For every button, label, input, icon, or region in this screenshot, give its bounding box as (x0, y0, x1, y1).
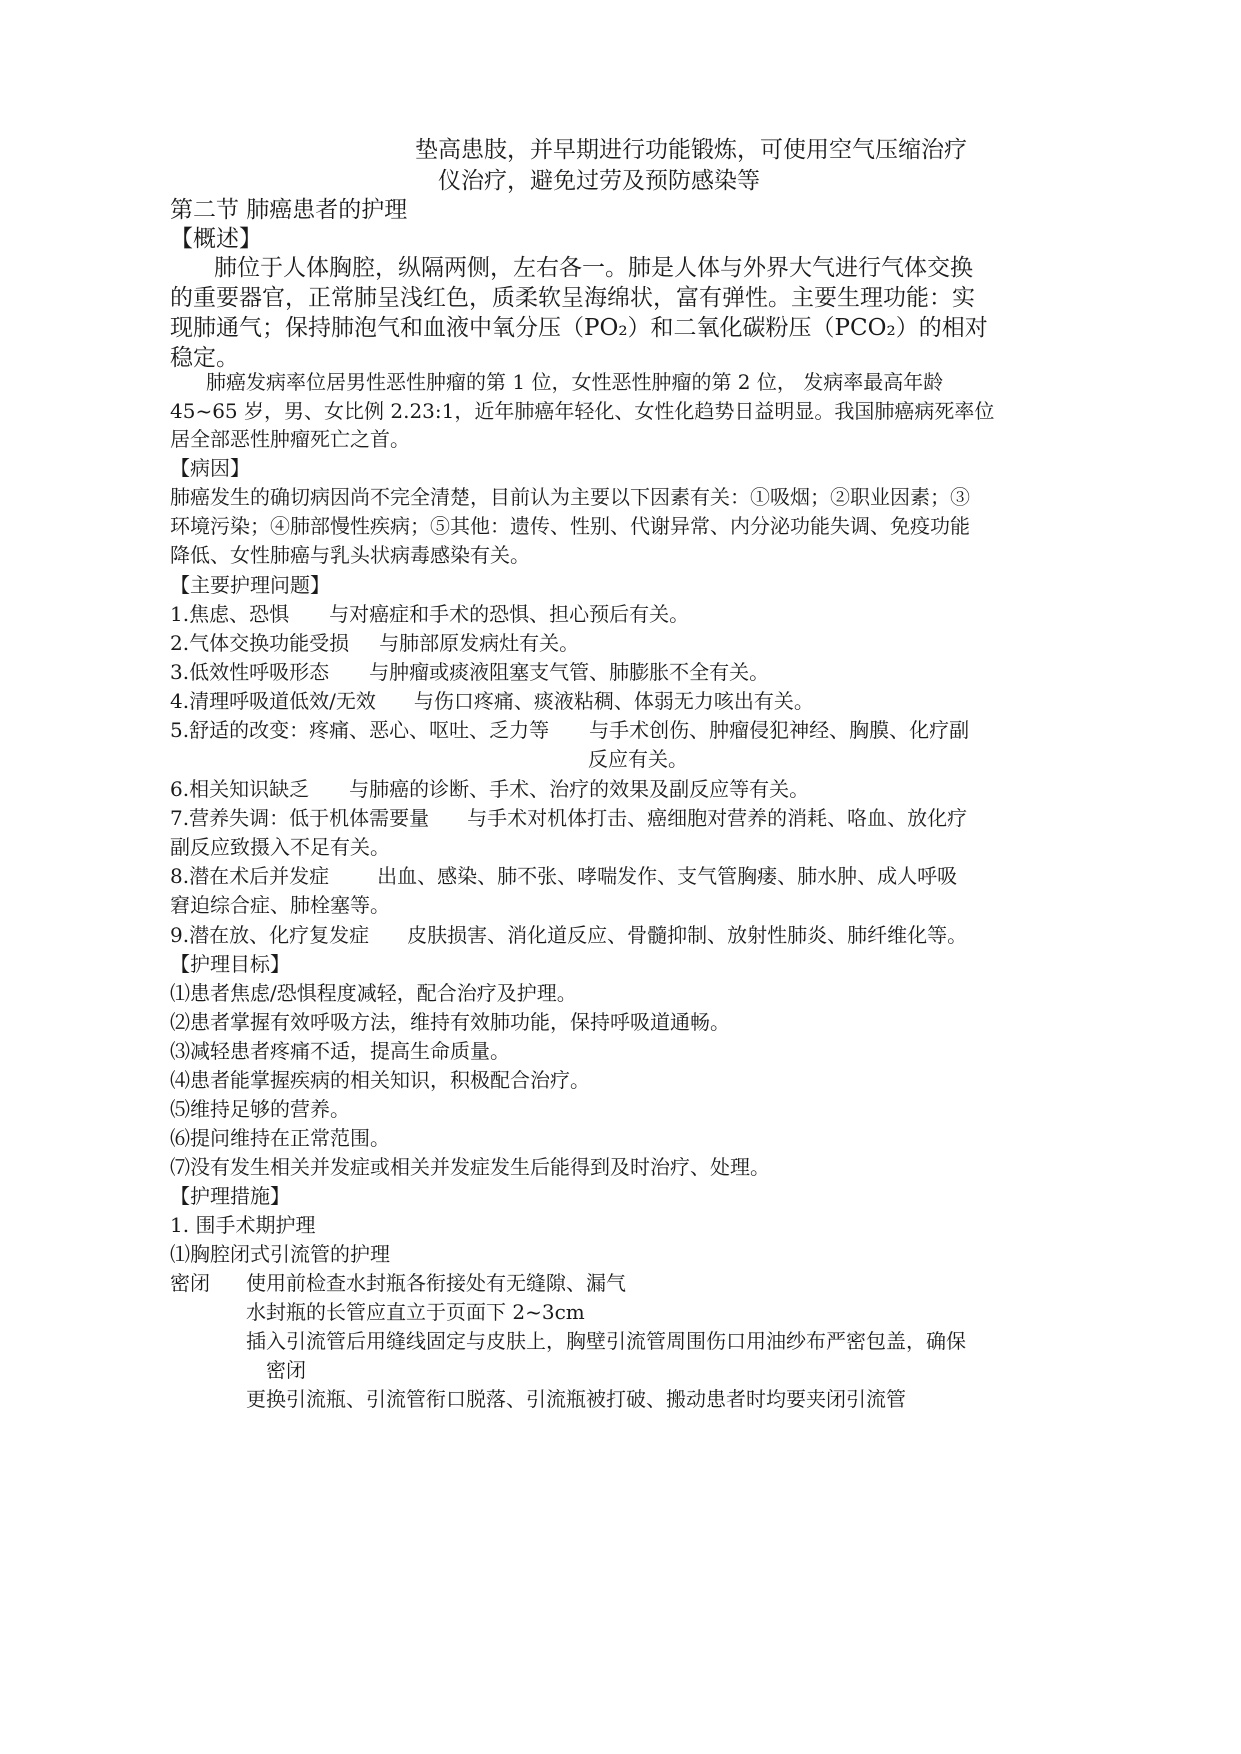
problem-cause: 出血、感染、肺不张、哮喘发作、支气管胸瘘、肺水肿、成人呼吸 (377, 864, 958, 888)
problem-name: 6.相关知识缺乏 (170, 777, 310, 801)
overview-p1-line: 现肺通气；保持肺泡气和血液中氧分压（PO₂）和二氧化碳粉压（PCO₂）的相对 (170, 315, 988, 341)
problem-item-5-cont: 反应有关。 (588, 747, 688, 771)
goal-item: ⑵患者掌握有效呼吸方法，维持有效肺功能，保持呼吸道通畅。 (170, 1010, 730, 1034)
cause-line: 肺癌发生的确切病因尚不完全清楚，目前认为主要以下因素有关：①吸烟；②职业因素；③ (170, 485, 970, 509)
overview-p1-line: 肺位于人体胸腔，纵隔两侧，左右各一。肺是人体与外界大气进行气体交换 (214, 255, 973, 281)
seal-item: 更换引流瓶、引流管衔口脱落、引流瓶被打破、搬动患者时均要夹闭引流管 (246, 1387, 906, 1411)
goal-item: ⑸维持足够的营养。 (170, 1097, 350, 1121)
problem-cause: 与肿瘤或痰液阻塞支气管、肺膨胀不全有关。 (369, 660, 770, 684)
measures-subheading: 1. 围手术期护理 (170, 1213, 316, 1237)
problem-item-1 (170, 600, 689, 628)
problem-item-7-cont: 副反应致摄入不足有关。 (170, 835, 390, 859)
overview-p1-line: 的重要器官，正常肺呈浅红色，质柔软呈海绵状，富有弹性。主要生理功能：实 (170, 285, 975, 311)
seal-label: 密闭 (170, 1271, 210, 1295)
overview-p1-line: 稳定。 (170, 345, 239, 371)
goal-item: ⑺没有发生相关并发症或相关并发症发生后能得到及时治疗、处理。 (170, 1155, 770, 1179)
problems-heading: 【主要护理问题】 (170, 573, 330, 597)
problem-cause: 与肺癌的诊断、手术、治疗的效果及副反应等有关。 (349, 777, 810, 801)
seal-item: 插入引流管后用缝线固定与皮肤上，胸壁引流管周围伤口用油纱布严密包盖，确保 (246, 1329, 966, 1353)
top-line-1: 垫高患肢，并早期进行功能锻炼，可使用空气压缩治疗 (415, 137, 967, 163)
overview-heading: 【概述】 (170, 226, 262, 252)
problem-name: 8.潜在术后并发症 (170, 864, 330, 888)
problem-item-8-cont: 窘迫综合症、肺栓塞等。 (170, 893, 390, 917)
problem-cause: 皮肤损害、消化道反应、骨髓抑制、放射性肺炎、肺纤维化等。 (407, 923, 968, 947)
cause-line: 环境污染；④肺部慢性疾病；⑤其他：遗传、性别、代谢异常、内分泌功能失调、免疫功能 (170, 514, 970, 538)
problem-cause: 与对癌症和手术的恐惧、担心预后有关。 (329, 602, 690, 626)
top-line-2: 仪治疗，避免过劳及预防感染等 (438, 168, 760, 194)
overview-p2-line: 肺癌发病率位居男性恶性肿瘤的第 1 位，女性恶性肿瘤的第 2 位， 发病率最高年龄 (206, 370, 944, 394)
cause-heading: 【病因】 (170, 456, 250, 480)
section-title: 第二节 肺癌患者的护理 (170, 197, 408, 223)
goal-item: ⑷患者能掌握疾病的相关知识，积极配合治疗。 (170, 1068, 590, 1092)
problem-name: 3.低效性呼吸形态 (170, 660, 330, 684)
problem-item-5 (170, 716, 969, 744)
problem-item-3 (170, 658, 769, 686)
problem-cause: 与手术创伤、肿瘤侵犯神经、胸膜、化疗副 (589, 718, 970, 742)
problem-item-8 (170, 862, 957, 890)
problem-item-2 (170, 629, 579, 657)
problem-name: 9.潜在放、化疗复发症 (170, 923, 370, 947)
goals-heading: 【护理目标】 (170, 952, 290, 976)
problem-name: 7.营养失调：低于机体需要量 (170, 806, 430, 830)
measures-heading: 【护理措施】 (170, 1184, 290, 1208)
overview-p2-line: 居全部恶性肿瘤死亡之首。 (170, 427, 410, 451)
overview-p2-line: 45~65 岁，男、女比例 2.23:1，近年肺癌年轻化、女性化趋势日益明显。我国肺癌病死率位 (170, 399, 995, 423)
problem-cause: 与手术对机体打击、癌细胞对营养的消耗、咯血、放化疗 (467, 806, 968, 830)
goal-item: ⑴患者焦虑/恐惧程度减轻，配合治疗及护理。 (170, 981, 577, 1005)
goal-item: ⑹提问维持在正常范围。 (170, 1126, 390, 1150)
seal-item: 使用前检查水封瓶各衔接处有无缝隙、漏气 (246, 1271, 626, 1295)
seal-item-cont: 密闭 (266, 1358, 306, 1382)
problem-cause: 与伤口疼痛、痰液粘稠、体弱无力咳出有关。 (413, 689, 814, 713)
goal-item: ⑶减轻患者疼痛不适，提高生命质量。 (170, 1039, 510, 1063)
problem-name: 2.气体交换功能受损 (170, 631, 350, 655)
problem-cause: 与肺部原发病灶有关。 (379, 631, 580, 655)
problem-item-7 (170, 804, 967, 832)
measures-subsection: ⑴胸腔闭式引流管的护理 (170, 1242, 390, 1266)
problem-item-6 (170, 775, 809, 803)
problem-name: 4.清理呼吸道低效/无效 (170, 689, 376, 713)
problem-item-9 (170, 921, 967, 949)
problem-name: 5.舒适的改变：疼痛、恶心、呕吐、乏力等 (170, 718, 550, 742)
cause-line: 降低、女性肺癌与乳头状病毒感染有关。 (170, 543, 530, 567)
problem-name: 1.焦虑、恐惧 (170, 602, 290, 626)
seal-item: 水封瓶的长管应直立于页面下 2~3cm (246, 1300, 585, 1324)
problem-item-4 (170, 687, 814, 715)
